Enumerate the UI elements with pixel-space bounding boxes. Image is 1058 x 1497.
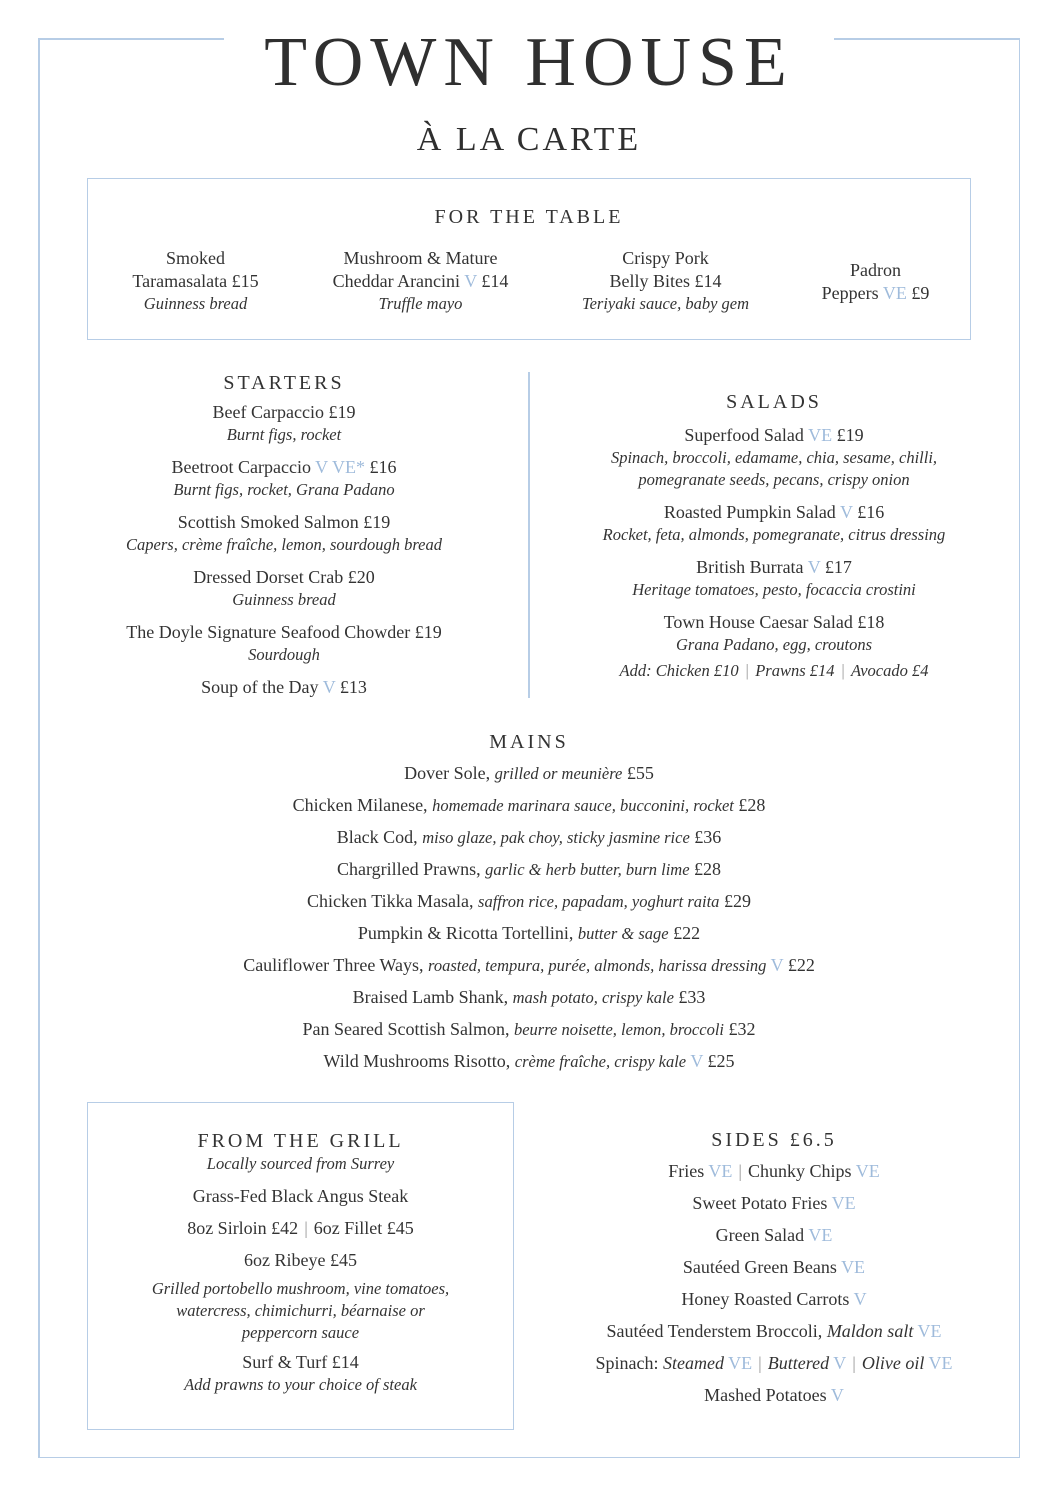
starter-name — [60, 676, 508, 699]
salad-desc: pomegranate seeds, pecans, crispy onion — [638, 470, 910, 489]
grill-desc: peppercorn sauce — [241, 1323, 360, 1342]
side-item — [548, 1224, 1000, 1247]
main-item — [0, 986, 1058, 1009]
main-item-price: £22 — [787, 955, 815, 975]
side-spinach-steamed: Steamed — [662, 1353, 724, 1373]
side-item — [548, 1256, 1000, 1279]
main-item-name: Black Cod, — [336, 827, 418, 847]
salad-price: £16 — [857, 502, 885, 522]
mains-title: MAINS — [489, 731, 569, 753]
ftt-item-pork-belly — [553, 247, 778, 315]
salad-price: £19 — [836, 425, 864, 445]
main-item-name: Cauliflower Three Ways, — [243, 955, 424, 975]
side-item — [548, 1192, 1000, 1215]
grill-cut-fillet: 6oz Fillet £45 — [313, 1218, 414, 1238]
salad-name — [548, 556, 1000, 579]
grill-surf-desc: Add prawns to your choice of steak — [184, 1375, 417, 1394]
frame-bottom — [38, 1457, 1020, 1459]
starter-desc: Burnt figs, rocket — [226, 425, 342, 444]
starter-name: The Doyle Signature Seafood Chowder £19 — [126, 622, 442, 642]
main-item — [0, 954, 1058, 977]
main-item-price: £36 — [694, 827, 722, 847]
ftt-item-taramasalata — [98, 247, 293, 315]
separator: | — [738, 1161, 743, 1181]
side-chunky: Chunky Chips — [748, 1161, 852, 1181]
side-sweet: Sweet Potato Fries — [692, 1193, 828, 1213]
diet-badge: V — [853, 1289, 867, 1309]
main-item-price: £32 — [728, 1019, 756, 1039]
main-item — [0, 1018, 1058, 1041]
side-item — [548, 1160, 1000, 1183]
starter-desc: Burnt figs, rocket, Grana Padano — [173, 480, 395, 499]
separator: | — [744, 661, 750, 680]
grill-desc: watercress, chimichurri, béarnaise or — [176, 1301, 425, 1320]
salad-price: £17 — [824, 557, 852, 577]
ftt-item-desc: Truffle mayo — [378, 294, 463, 313]
starter-name: Beef Carpaccio £19 — [212, 402, 356, 422]
salads-title: SALADS — [726, 391, 822, 413]
starter-name-text: Soup of the Day — [201, 677, 319, 697]
addon-chicken: Add: Chicken £10 — [619, 661, 739, 680]
main-item-price: £22 — [673, 923, 701, 943]
main-item-desc: mash potato, crispy kale — [512, 988, 674, 1007]
salad-addons — [548, 660, 1000, 682]
diet-badge: VE — [882, 283, 907, 303]
diet-badge: VE — [855, 1161, 880, 1181]
side-spinach: Spinach: — [595, 1353, 659, 1373]
ftt-item-name-price — [788, 282, 963, 305]
grill-cuts — [87, 1217, 514, 1240]
grill-desc: Grilled portobello mushroom, vine tomatoes, — [151, 1279, 450, 1298]
ftt-item-name-price: Taramasalata £15 — [132, 271, 259, 291]
salads-section — [548, 390, 1000, 682]
side-spinach-olive: Olive oil — [861, 1353, 925, 1373]
for-the-table-box — [87, 178, 971, 340]
grill-cut-sirloin: 8oz Sirloin £42 — [187, 1218, 299, 1238]
main-item — [0, 858, 1058, 881]
main-item-desc: butter & sage — [577, 924, 669, 943]
ftt-item-name-part: Cheddar Arancini — [332, 271, 461, 291]
side-carrots: Honey Roasted Carrots — [681, 1289, 850, 1309]
main-item-price: £33 — [678, 987, 706, 1007]
side-broccoli-desc: Maldon salt — [826, 1321, 914, 1341]
side-item — [548, 1384, 1000, 1407]
diet-badge: V — [807, 557, 821, 577]
restaurant-title: TOWN HOUSE — [264, 24, 794, 101]
diet-badge: VE — [808, 1225, 833, 1245]
diet-badge: V — [322, 677, 336, 697]
grill-steak: Grass-Fed Black Angus Steak — [192, 1186, 409, 1206]
main-item-price: £25 — [707, 1051, 735, 1071]
main-item-name: Pumpkin & Ricotta Tortellini, — [357, 923, 574, 943]
ftt-item-price: £14 — [481, 271, 509, 291]
starters-section — [60, 371, 508, 699]
addon-avocado: Avocado £4 — [851, 661, 929, 680]
salad-name: Town House Caesar Salad £18 — [663, 612, 885, 632]
separator: | — [304, 1218, 308, 1238]
diet-badge: VE — [708, 1161, 733, 1181]
starter-desc: Guinness bread — [232, 590, 336, 609]
starter-price: £13 — [339, 677, 367, 697]
diet-badge: V — [464, 271, 477, 291]
main-item-name: Pan Seared Scottish Salmon, — [302, 1019, 510, 1039]
ftt-item-padron — [788, 259, 963, 305]
grill-surf-turf: Surf & Turf £14 — [242, 1352, 359, 1372]
main-item-desc: roasted, tempura, purée, almonds, harissa dressing — [428, 956, 767, 975]
salad-name — [548, 501, 1000, 524]
starter-price: £16 — [369, 457, 397, 477]
main-item-desc: miso glaze, pak choy, sticky jasmine rice — [422, 828, 690, 847]
sides-section — [548, 1128, 1000, 1407]
salad-name — [548, 424, 1000, 447]
starter-desc: Sourdough — [248, 645, 320, 664]
ftt-item-name: Mushroom & Mature — [343, 248, 498, 268]
sides-title: SIDES £6.5 — [711, 1129, 837, 1151]
main-item-desc: homemade marinara sauce, bucconini, rocket — [432, 796, 734, 815]
menu-subtitle: À LA CARTE — [416, 121, 642, 158]
main-item — [0, 762, 1058, 785]
ftt-item-name-price: Belly Bites £14 — [609, 271, 722, 291]
ftt-item-desc: Teriyaki sauce, baby gem — [581, 294, 750, 313]
diet-badge: V — [840, 502, 853, 522]
side-spinach-buttered: Buttered — [767, 1353, 830, 1373]
diet-badge: V VE* — [315, 457, 365, 477]
starter-desc: Capers, crème fraîche, lemon, sourdough bread — [126, 535, 442, 554]
diet-badge: VE — [808, 425, 833, 445]
main-item-desc: crème fraîche, crispy kale — [514, 1052, 687, 1071]
salad-name-text: British Burrata — [696, 557, 804, 577]
salad-name-text: Superfood Salad — [684, 425, 804, 445]
grill-cut-ribeye: 6oz Ribeye £45 — [244, 1250, 357, 1270]
main-item-name: Chargrilled Prawns, — [336, 859, 481, 879]
main-item-name: Dover Sole, — [404, 763, 491, 783]
side-item — [548, 1320, 1000, 1343]
diet-badge: V — [770, 955, 784, 975]
main-item — [0, 890, 1058, 913]
addon-prawns: Prawns £14 — [755, 661, 835, 680]
main-item-price: £29 — [723, 891, 751, 911]
separator: | — [840, 661, 846, 680]
main-item — [0, 826, 1058, 849]
diet-badge: V — [690, 1051, 704, 1071]
starter-name: Scottish Smoked Salmon £19 — [177, 512, 391, 532]
main-item-desc: saffron rice, papadam, yoghurt raita — [478, 892, 720, 911]
salad-desc: Rocket, feta, almonds, pomegranate, citrus dressing — [602, 525, 946, 544]
side-beans: Sautéed Green Beans — [682, 1257, 837, 1277]
side-broccoli: Sautéed Tenderstem Broccoli, — [606, 1321, 823, 1341]
grill-title: FROM THE GRILL — [197, 1130, 404, 1152]
side-fries: Fries — [668, 1161, 705, 1181]
separator: | — [758, 1353, 762, 1373]
salad-desc: Heritage tomatoes, pesto, focaccia crostini — [632, 580, 916, 599]
starters-title: STARTERS — [223, 372, 345, 394]
main-item-desc: grilled or meunière — [494, 764, 623, 783]
main-item-name: Braised Lamb Shank, — [352, 987, 509, 1007]
ftt-item-name-part: Peppers — [821, 283, 879, 303]
main-item-price: £55 — [626, 763, 654, 783]
main-item-desc: beurre noisette, lemon, broccoli — [513, 1020, 724, 1039]
main-item-price: £28 — [738, 795, 766, 815]
starter-name-text: Beetroot Carpaccio — [171, 457, 311, 477]
column-divider — [528, 372, 530, 698]
side-mashed: Mashed Potatoes — [704, 1385, 827, 1405]
main-item — [0, 922, 1058, 945]
side-item — [548, 1288, 1000, 1311]
grill-subtitle: Locally sourced from Surrey — [206, 1154, 395, 1173]
ftt-item-desc: Guinness bread — [143, 294, 248, 313]
main-item — [0, 1050, 1058, 1073]
main-item-name: Chicken Milanese, — [292, 795, 428, 815]
ftt-item-price: £9 — [911, 283, 930, 303]
salad-name-text: Roasted Pumpkin Salad — [663, 502, 836, 522]
salad-desc: Grana Padano, egg, croutons — [675, 635, 872, 654]
main-item — [0, 794, 1058, 817]
diet-badge: V — [833, 1353, 847, 1373]
ftt-item-name: Padron — [850, 260, 901, 280]
starter-name: Dressed Dorset Crab £20 — [193, 567, 375, 587]
salad-desc: Spinach, broccoli, edamame, chia, sesame, chilli, — [610, 448, 938, 467]
side-item — [548, 1352, 1000, 1375]
main-item-name: Wild Mushrooms Risotto, — [323, 1051, 511, 1071]
diet-badge: VE — [841, 1257, 866, 1277]
diet-badge: VE — [728, 1353, 753, 1373]
diet-badge: VE — [917, 1321, 942, 1341]
main-item-desc: garlic & herb butter, burn lime — [485, 860, 690, 879]
for-the-table-title: FOR THE TABLE — [434, 206, 624, 228]
ftt-item-arancini — [308, 247, 533, 315]
ftt-item-name: Crispy Pork — [622, 248, 709, 268]
diet-badge: VE — [928, 1353, 953, 1373]
main-item-price: £28 — [694, 859, 722, 879]
starter-name — [60, 456, 508, 479]
main-item-name: Chicken Tikka Masala, — [307, 891, 474, 911]
ftt-item-name: Smoked — [165, 248, 225, 268]
side-green: Green Salad — [715, 1225, 805, 1245]
grill-section — [87, 1129, 514, 1396]
diet-badge: V — [830, 1385, 844, 1405]
separator: | — [852, 1353, 856, 1373]
diet-badge: VE — [831, 1193, 856, 1213]
ftt-item-name-price — [308, 270, 533, 293]
